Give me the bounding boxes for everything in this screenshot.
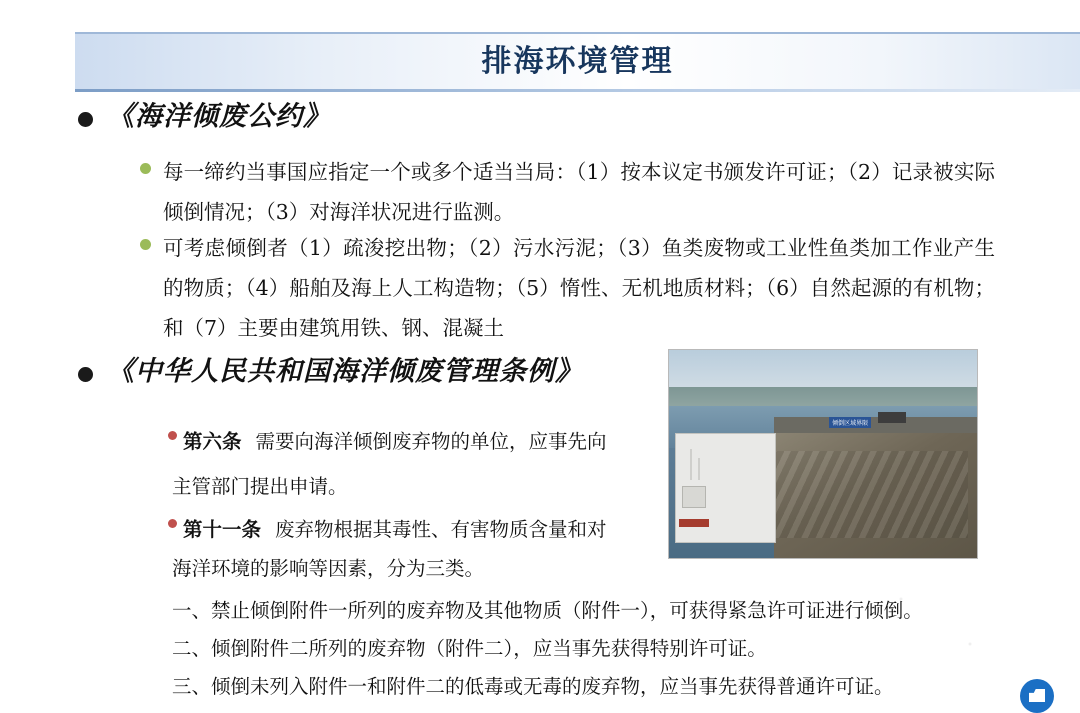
title-band bbox=[75, 32, 1080, 92]
article-text-line2: 海洋环境的影响等因素，分为三类。 bbox=[172, 557, 485, 580]
bullet-dot-icon bbox=[140, 163, 151, 174]
bullet-dot-icon bbox=[78, 112, 93, 127]
list-item bbox=[140, 152, 995, 232]
section-heading-2-text: 《中华人民共和国海洋倾废管理条例》 bbox=[107, 356, 583, 387]
bullet-dot-icon bbox=[168, 519, 177, 528]
bullet-dot-icon bbox=[140, 239, 151, 250]
photo-boat-mast bbox=[698, 458, 700, 480]
photo-boat-mast bbox=[690, 449, 692, 479]
bullet-dot-icon bbox=[78, 367, 93, 382]
logo-badge-icon bbox=[1020, 679, 1054, 713]
numbered-item: 三、倾倒未列入附件一和附件二的低毒或无毒的废弃物，应当事先获得普通许可证。 bbox=[172, 675, 894, 698]
list-item-text: 每一缔约当事国应指定一个或多个适当当局：（1）按本议定书颁发许可证；（2）记录被实际倾倒情况；（3）对海洋状况进行监测。 bbox=[163, 160, 995, 224]
article-label: 第六条 bbox=[183, 430, 242, 453]
article-text-line1: 需要向海洋倾倒废弃物的单位，应事先向 bbox=[255, 430, 607, 453]
article-text-line2: 主管部门提出申请。 bbox=[172, 475, 348, 498]
article-text-line1: 废弃物根据其毒性、有害物质含量和对 bbox=[275, 518, 607, 541]
photo-hills bbox=[669, 387, 977, 406]
list-item-text: 可考虑倾倒者（1）疏浚挖出物；（2）污水污泥；（3）鱼类废物或工业性鱼类加工作业产生的物质；（4）船舶及海上人工构造物；（5）惰性、无机地质材料；（6）自然起源的有机物；和（7）主要由建筑用铁、钢、混凝土 bbox=[163, 236, 995, 340]
photo-boat-hull bbox=[679, 519, 709, 528]
section-heading-1-text: 《海洋倾废公约》 bbox=[107, 101, 331, 132]
article-label: 第十一条 bbox=[183, 518, 262, 541]
section-heading-1 bbox=[78, 100, 778, 134]
article-item bbox=[168, 508, 658, 552]
photo-boat bbox=[675, 433, 776, 543]
page-title: 排海环境管理 bbox=[481, 44, 674, 79]
bullet-dot-icon bbox=[168, 431, 177, 440]
numbered-item: 一、禁止倾倒附件一所列的废弃物及其他物质（附件一），可获得紧急许可证进行倾倒。 bbox=[172, 599, 923, 622]
photo-truck bbox=[878, 412, 906, 422]
photo-dump-site bbox=[761, 433, 977, 558]
article-item bbox=[168, 420, 658, 464]
slide-photo bbox=[668, 349, 978, 559]
list-item bbox=[140, 228, 995, 348]
numbered-item: 二、倾倒附件二所列的废弃物（附件二），应当事先获得特别许可证。 bbox=[172, 637, 767, 660]
photo-caption: 倾倒区域界限 bbox=[829, 417, 871, 428]
photo-boat-cabin bbox=[682, 486, 706, 507]
